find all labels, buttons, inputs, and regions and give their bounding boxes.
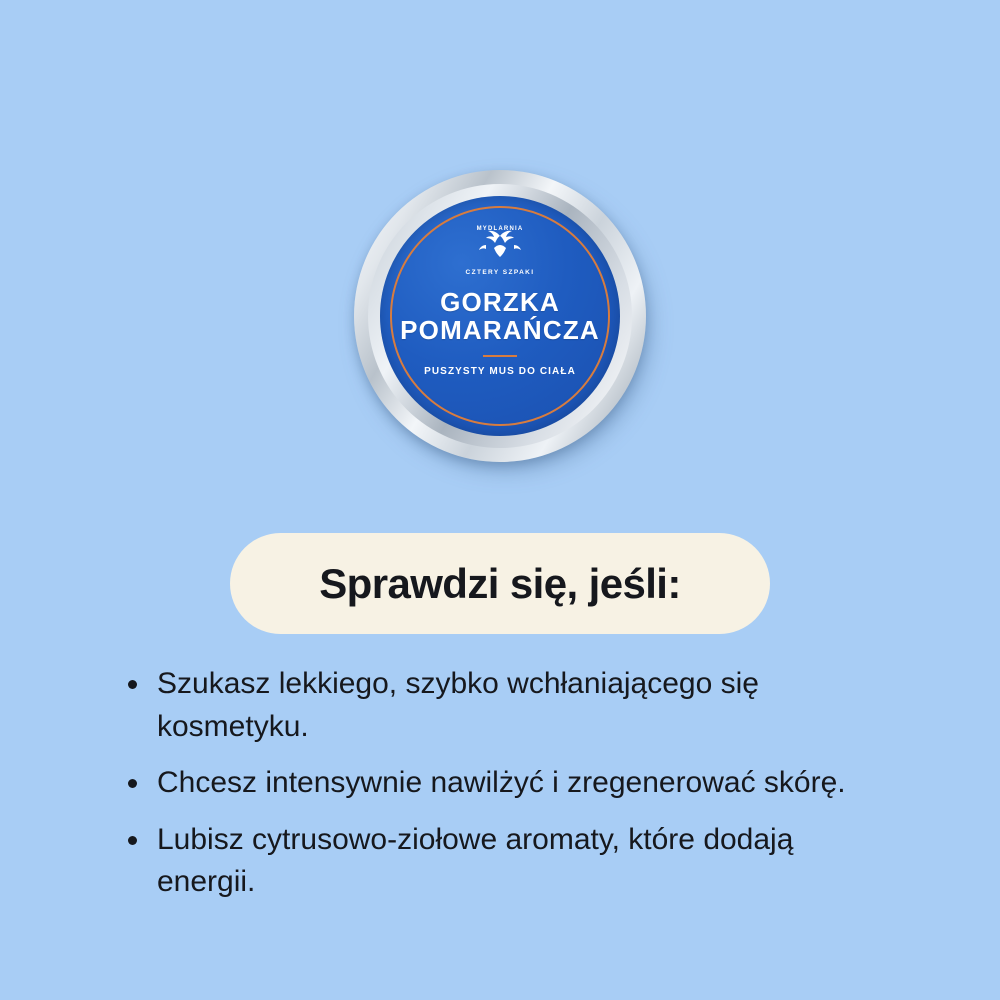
bullet-dot-icon (128, 836, 137, 845)
list-item-text: Lubisz cytrusowo-ziołowe aromaty, które dodają energii. (157, 822, 794, 899)
list-item (128, 819, 888, 904)
product-title-line1: GORZKA (440, 287, 560, 317)
product-image (0, 170, 1000, 470)
svg-text:MYDLARNIA: MYDLARNIA (476, 226, 524, 232)
list-item-text: Chcesz intensywnie nawilżyć i zregenerować skórę. (157, 766, 846, 800)
product-subtitle: PUSZYSTY MUS DO CIAŁA (424, 366, 576, 378)
bullet-dot-icon (128, 779, 137, 788)
label-divider (483, 355, 517, 357)
svg-text:CZTERY SZPAKI: CZTERY SZPAKI (465, 269, 535, 276)
product-title-line2: POMARAŃCZA (400, 315, 600, 346)
birds-crest-emblem-icon (461, 224, 539, 278)
tin-label (380, 196, 620, 436)
benefits-list (128, 663, 888, 918)
headline-pill (230, 533, 770, 634)
list-item (128, 762, 888, 805)
product-tin (354, 170, 646, 462)
list-item (128, 663, 888, 748)
list-item-text: Szukasz lekkiego, szybko wchłaniającego się kosmetyku. (157, 667, 759, 743)
headline-text: Sprawdzi się, jeśli: (319, 559, 681, 607)
bullet-dot-icon (128, 680, 137, 689)
label-content (380, 196, 620, 436)
